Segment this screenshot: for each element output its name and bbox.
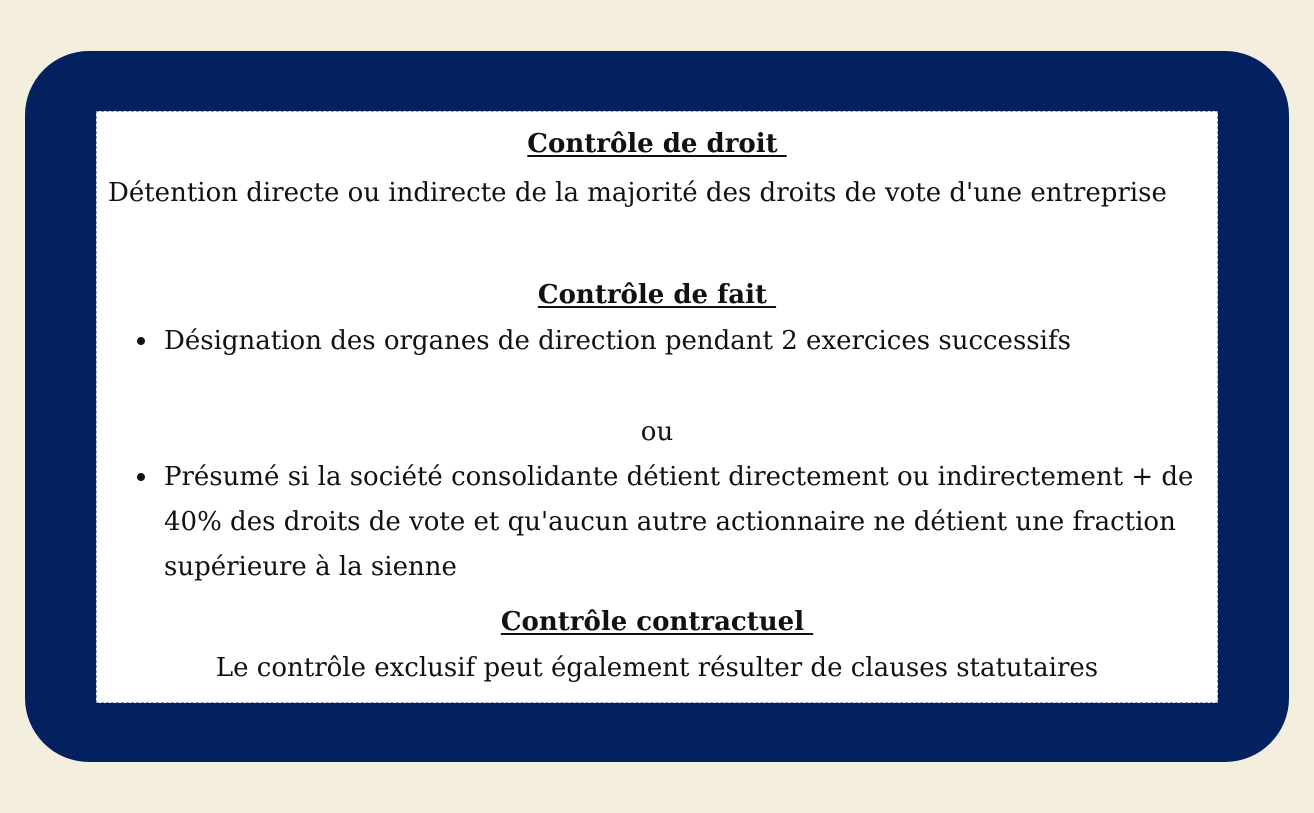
bullet-text: Désignation des organes de direction pendant 2 exercices successifs	[164, 326, 1071, 356]
heading-controle-contractuel: Contrôle contractuel	[500, 607, 814, 637]
heading-controle-de-droit: Contrôle de droit	[527, 129, 787, 159]
bullet-icon	[137, 473, 145, 481]
content-card	[96, 111, 1218, 703]
paragraph-controle-de-droit: Détention directe ou indirecte de la majorité des droits de vote d'une entreprise	[108, 178, 1167, 208]
paragraph-controle-contractuel: Le contrôle exclusif peut également résulter de clauses statutaires	[215, 653, 1099, 683]
bullet-text: Présumé si la société consolidante détient directement ou indirectement + de 40% des droits de vote et qu'aucun autre actionnaire ne détient une fraction supérieure à la sienne	[164, 462, 1194, 582]
heading-controle-de-fait: Contrôle de fait	[537, 280, 777, 310]
separator-text: ou	[640, 417, 674, 447]
bullet-icon	[137, 337, 145, 345]
